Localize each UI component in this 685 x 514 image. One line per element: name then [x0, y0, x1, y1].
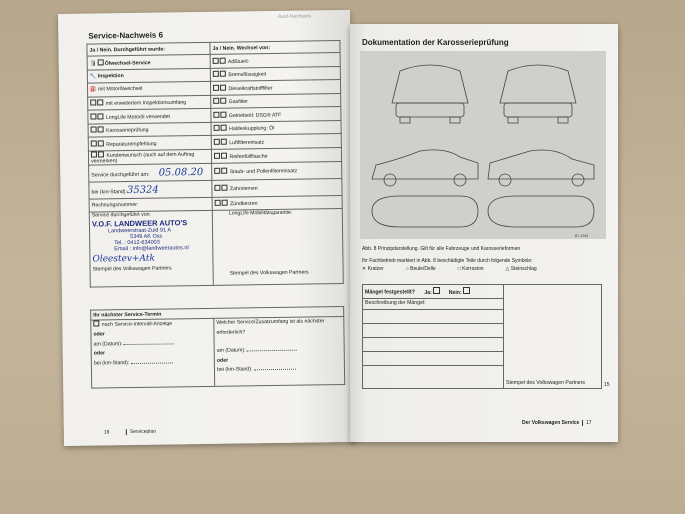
next-left-cell[interactable]: nach Service-Intervall-Anzeige oder am (Datum): oder bei (km-Stand):: [91, 318, 215, 388]
legend-item: □ Korrosion: [457, 266, 484, 272]
legend-item: ✕ Kratzer: [362, 266, 384, 272]
performer-cell[interactable]: Service durchgeführt von: V.O.F. LANDWEER AUTO'S Landweerstraat-Zuid 91 A 5349 AK Oss Tel. : 0412-634003 Email : info@landweerautos.nl Oleestev+Atk Stempel des Volkswagen Partners: [89, 210, 213, 287]
car-diagram[interactable]: [360, 51, 606, 239]
col-right-header: Ja / Nein. Wechsel von:: [210, 41, 340, 55]
side-number: 15: [604, 382, 610, 388]
next-right-cell[interactable]: Welcher Service/Zusatzumfang ist als nächster erforderlich? am (Datum): oder bei (km-Stand):: [214, 317, 345, 387]
defects-table: [362, 284, 602, 389]
right-item[interactable]: Luftfiltereinsatz: [211, 134, 341, 149]
yes-checkbox[interactable]: [433, 287, 440, 294]
service-table: [86, 40, 343, 288]
section-label: Serviceplan: [126, 429, 156, 435]
service-date-cell[interactable]: Service durchgeführt am: 05.08.20: [89, 163, 212, 182]
left-item[interactable]: Reparaturempfehlung: [88, 135, 211, 150]
left-item[interactable]: Karosserieprüfung: [88, 122, 211, 137]
invoice-cell[interactable]: Rechnungsnummer:: [89, 197, 212, 212]
footer-brand: Der Volkswagen Service: [522, 420, 580, 426]
stamp-name: V.O.F. LANDWEER AUTO'S: [91, 218, 188, 229]
left-item[interactable]: mit erweitertem Inspektionsumfang: [88, 95, 211, 110]
left-item[interactable]: 🔧 Inspektion: [87, 68, 210, 83]
right-item[interactable]: AdBlue®: [210, 53, 340, 68]
right-item[interactable]: Bremsflüssigkeit: [210, 66, 340, 81]
figure-caption: Abb. 8 Prinzipdarstellung. Gilt für alle Fahrzeuge und Karosserieformen: [362, 246, 521, 252]
right-item[interactable]: Staub- und Pollenfiltereinsatz: [212, 162, 342, 181]
no-checkbox[interactable]: [463, 287, 470, 294]
defects-question[interactable]: Mängel festgestellt? Ja: Nein:: [363, 285, 504, 299]
right-item[interactable]: Getriebeöl: DSG® ATF: [211, 107, 341, 122]
oil-can-icon: ⛽: [90, 86, 97, 93]
defects-description[interactable]: Beschreibung der Mängel:: [363, 299, 504, 389]
header-top: Ausf-Nachweis: [278, 13, 312, 20]
page-number: 16: [103, 429, 110, 436]
left-item[interactable]: 🛢 Ölwechsel-Service: [87, 54, 210, 69]
legend: [362, 266, 602, 272]
left-item[interactable]: Kundenwunsch (auch auf dem Auftrag vermerken): [88, 149, 211, 165]
left-item[interactable]: ⛽ mit Motorölwechsel: [87, 81, 210, 96]
legend-item: △ Steinschlag: [505, 266, 537, 272]
km-cell[interactable]: bei (km-Stand):35324: [89, 180, 212, 199]
left-item[interactable]: LongLife Motoröl verwendet: [88, 108, 211, 123]
right-item[interactable]: Reifenfüllflasche: [211, 147, 341, 163]
stamp-cell[interactable]: Stempel des Volkswagen Partners: [504, 285, 602, 389]
next-service-title: Ihr nächster Service-Termin: [91, 307, 344, 321]
page-title: Service-Nachweis 6: [88, 30, 164, 41]
legend-item: ○ Beule/Delle: [405, 266, 436, 272]
right-item[interactable]: Zahnriemen: [212, 179, 342, 198]
image-code: B7-1043: [575, 234, 589, 238]
instruction: Ihr Fachbetrieb markiert in Abb. 8 beschädigte Teile durch folgende Symbole:: [362, 258, 533, 264]
right-item[interactable]: Haldexkupplung: Öl: [211, 120, 341, 135]
page-number: 17: [582, 420, 592, 426]
right-page: [350, 24, 618, 442]
signature: Oleestev+Atk: [92, 253, 156, 265]
left-page: [58, 10, 356, 446]
km-value: 35324: [126, 184, 159, 196]
col-left-header: Ja / Nein. Durchgeführt wurde:: [87, 42, 210, 56]
right-item[interactable]: Gasfilter: [211, 93, 341, 108]
wrench-icon: 🔧: [89, 73, 97, 80]
car-outline-icon: [360, 51, 606, 239]
service-date-value: 05.08.20: [158, 166, 204, 179]
page-title: Dokumentation der Karosserieprüfung: [362, 38, 509, 47]
right-item[interactable]: Dieselkraftstofffilter: [210, 80, 340, 95]
checkbox[interactable]: [98, 59, 104, 65]
right-item[interactable]: Zündkerzen: [212, 196, 342, 211]
oil-can-icon: 🛢: [89, 60, 97, 67]
longlife-cell[interactable]: LongLife Mobilitätsgarantie: Stempel des Volkswagen Partners: [212, 209, 343, 286]
next-service-table: [90, 306, 345, 389]
